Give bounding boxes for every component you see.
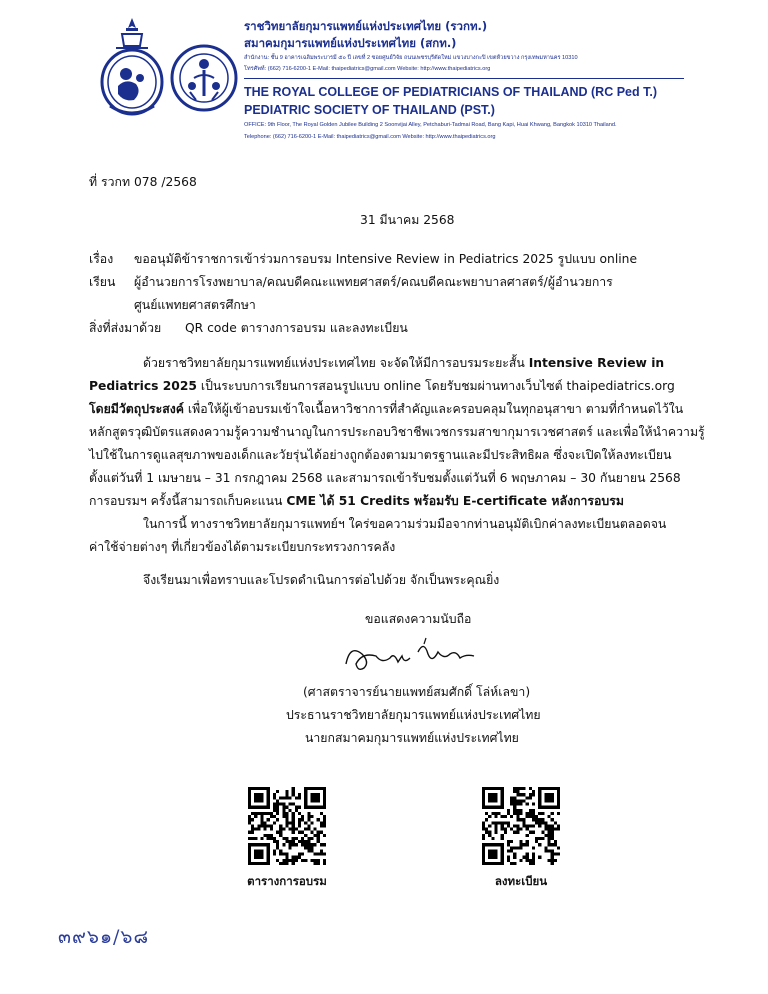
letterhead-thai-society: สมาคมกุมารแพทย์แห่งประเทศไทย (สกท.) — [244, 36, 457, 50]
paragraph-1-line-4: หลักสูตรวุฒิบัตรแสดงความรู้ความชำนาญในการประกอบวิชาชีพเวชกรรมสาขากุมารเวชศาสตร์ และเพื่อให้นำความรู้ — [89, 425, 705, 439]
to-line-1: ผู้อำนวยการโรงพยาบาล/คณบดีคณะแพทยศาสตร์/คณบดีคณะพยาบาลศาสตร์/ผู้อำนวยการ — [134, 275, 613, 289]
letterhead-thai-address: สำนักงาน: ชั้น 9 อาคารเฉลิมพระบารมี ๕๐ ปี เลขที่ 2 ซอยศูนย์วิจัย ถนนเพชรบุรีตัดใหม่ แขวงบางกะปิ เขตห้วยขวาง กรุงเทพมหานคร 10310 — [244, 55, 578, 61]
reference-number: ที่ รวกท 078 /2568 — [89, 175, 197, 189]
qr-label-registration: ลงทะเบียน — [494, 874, 548, 888]
pediatric-society-logo — [170, 44, 238, 112]
subject-label: เรื่อง — [89, 252, 114, 266]
subject-text: ขออนุมัติข้าราชการเข้าร่วมการอบรม Intensive Review in Pediatrics 2025 รูปแบบ online — [134, 252, 638, 266]
qr-label-schedule: ตารางการอบรม — [247, 874, 327, 888]
signer-title-2: นายกสมาคมกุมารแพทย์แห่งประเทศไทย — [305, 731, 519, 745]
paragraph-1-line-7: การอบรมฯ ครั้งนี้สามารถเก็บคะแนน CME ได้ 51 Credits พร้อมรับ E-certificate หลังการอบรม — [89, 494, 624, 508]
paragraph-1-line-5: ไปใช้ในการดูแลสุขภาพของเด็กและวัยรุ่นได้อย่างถูกต้องตามมาตรฐานและมีประสิทธิผล ซึ่งจะเปิดให้ลงทะเบียน — [89, 448, 672, 462]
letterhead-en-society: PEDIATRIC SOCIETY OF THAILAND (PST.) — [244, 103, 495, 117]
letterhead-thai-college: ราชวิทยาลัยกุมารแพทย์แห่งประเทศไทย (รวกท.) — [244, 19, 488, 33]
letterhead-en-contact: Telephone: (662) 716-6200-1 E-Mail: thaipediatrics@gmail.com Website: http://www.thaipediatrics.org — [244, 134, 496, 140]
qr-code-registration[interactable] — [482, 787, 560, 865]
to-label: เรียน — [89, 275, 116, 289]
paragraph-2-line-2: ค่าใช้จ่ายต่างๆ ที่เกี่ยวข้องได้ตามระเบียบกระทรวงการคลัง — [89, 540, 396, 554]
royal-college-logo — [96, 16, 168, 120]
handwritten-page-number: ๓๙๖๑/๖๘ — [58, 926, 150, 948]
letterhead-en-college: THE ROYAL COLLEGE OF PEDIATRICIANS OF THAILAND (RC Ped T.) — [244, 85, 657, 99]
letterhead-thai-contact: โทรศัพท์: (662) 716-6200-1 E-Mail: thaipediatrics@gmail.com Website: http://www.thaipediatrics.org — [244, 66, 491, 72]
paragraph-2-line-1: ในการนี้ ทางราชวิทยาลัยกุมารแพทย์ฯ ใคร่ขอความร่วมมือจากท่านอนุมัติเบิกค่าลงทะเบียนตลอดจน — [143, 517, 667, 531]
qr-code-schedule[interactable] — [248, 787, 326, 865]
letter-date: 31 มีนาคม 2568 — [360, 213, 455, 227]
letterhead-divider — [244, 78, 684, 79]
to-line-2: ศูนย์แพทยศาสตรศึกษา — [134, 298, 256, 312]
paragraph-1-line-2: Pediatrics 2025 เป็นระบบการเรียนการสอนรูปแบบ online โดยรับชมผ่านทางเว็บไซต์ thaipediatrics.org — [89, 379, 675, 393]
paragraph-1-line-6: ตั้งแต่วันที่ 1 เมษายน – 31 กรกฎาคม 2568 และสามารถเข้ารับชมตั้งแต่วันที่ 6 พฤษภาคม – 30 กันยายน 2568 — [89, 471, 681, 485]
enclosure-label: สิ่งที่ส่งมาด้วย — [89, 321, 162, 335]
paragraph-3: จึงเรียนมาเพื่อทราบและโปรดดำเนินการต่อไปด้วย จักเป็นพระคุณยิ่ง — [143, 573, 500, 587]
letterhead-en-address: OFFICE: 9th Floor, The Royal Golden Jubilee Building 2 Soonvijai Alley, Petchaburi-Tadmai Road, Bang Kapi, Huai Khwang, Bangkok 10310 Thailand. — [244, 122, 617, 128]
closing: ขอแสดงความนับถือ — [365, 612, 472, 626]
signer-name: (ศาสตราจารย์นายแพทย์สมศักดิ์ โล่ห์เลขา) — [303, 685, 531, 699]
handwritten-signature — [340, 634, 480, 676]
paragraph-1-line-1: ด้วยราชวิทยาลัยกุมารแพทย์แห่งประเทศไทย จะจัดให้มีการอบรมระยะสั้น Intensive Review in — [143, 356, 665, 370]
enclosure-text: QR code ตารางการอบรม และลงทะเบียน — [185, 321, 408, 335]
paragraph-1-line-3: โดยมีวัตถุประสงค์ เพื่อให้ผู้เข้าอบรมเข้าใจเนื้อหาวิชาการที่สำคัญและครอบคลุมในทุกอนุสาขา ตามที่กำหนดไว้ใน — [89, 402, 684, 416]
signer-title-1: ประธานราชวิทยาลัยกุมารแพทย์แห่งประเทศไทย — [286, 708, 541, 722]
